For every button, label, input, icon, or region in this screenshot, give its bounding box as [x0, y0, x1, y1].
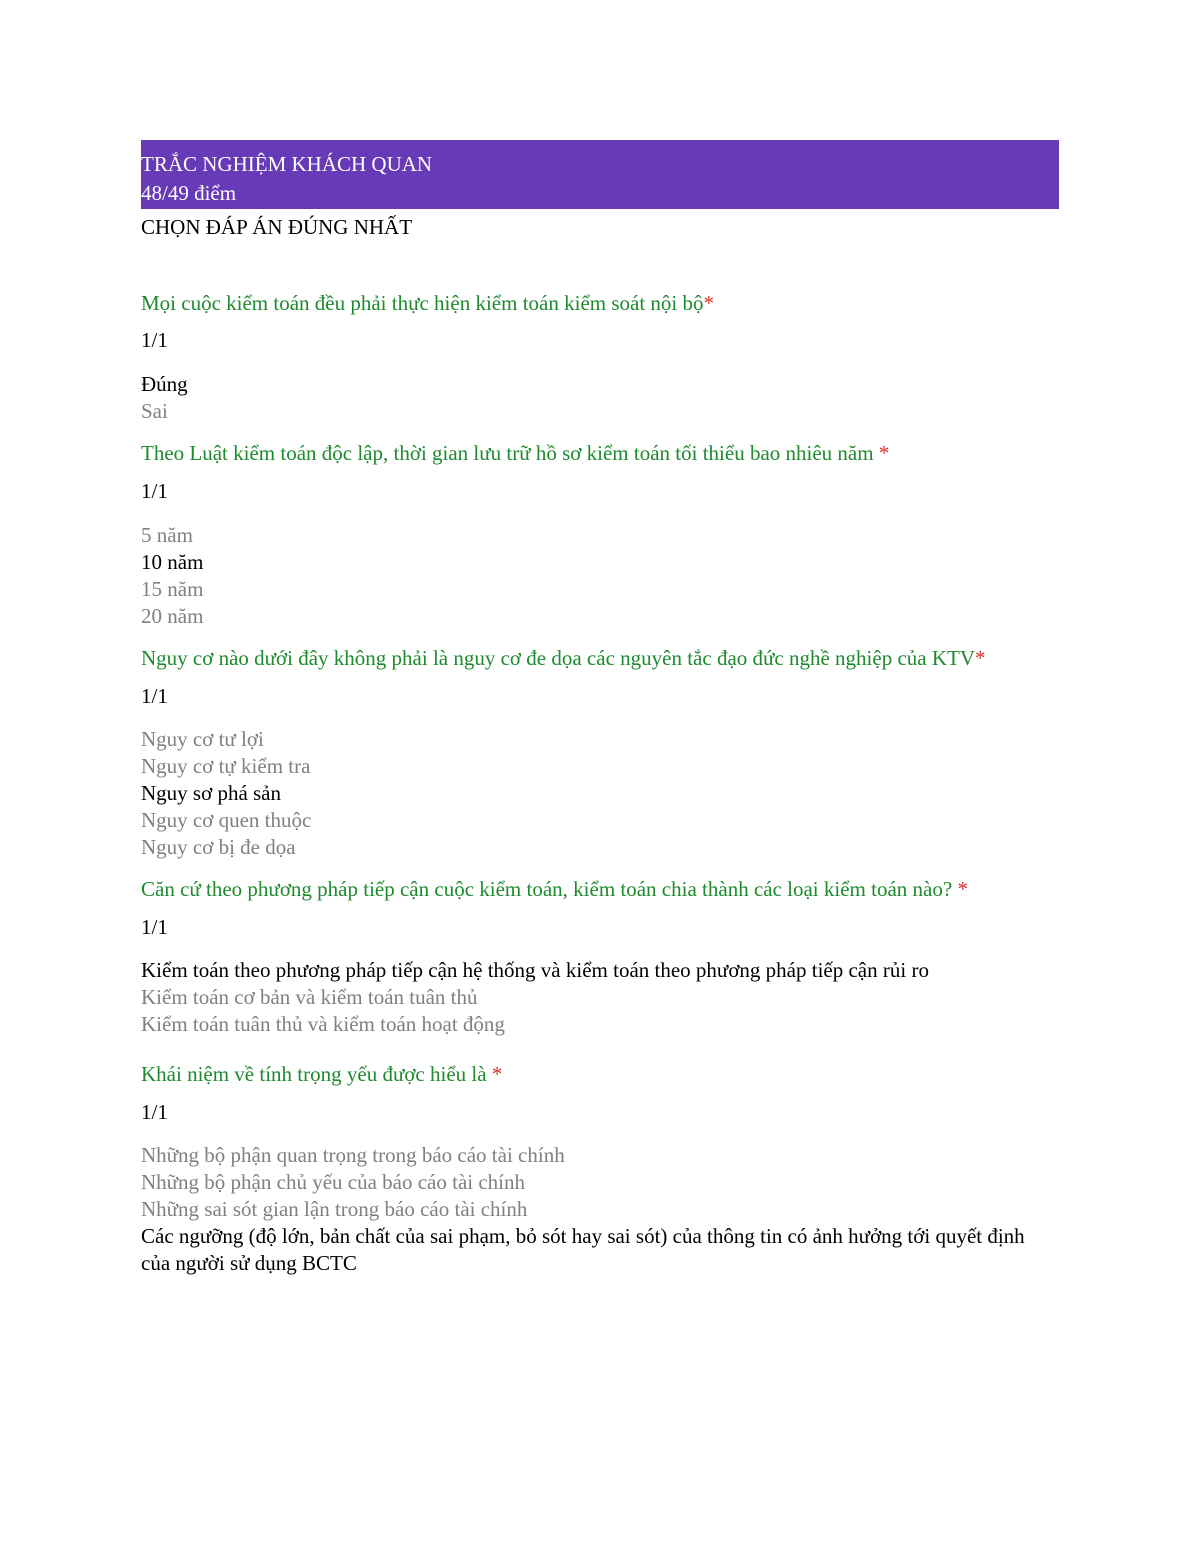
answer-options — [141, 1142, 1059, 1277]
answer-option[interactable]: Những sai sót gian lận trong báo cáo tài chính — [141, 1197, 528, 1221]
answer-option[interactable]: Sai — [141, 399, 168, 423]
answer-option[interactable]: Những bộ phận quan trọng trong báo cáo tài chính — [141, 1143, 565, 1167]
question-text: Mọi cuộc kiểm toán đều phải thực hiện kiểm toán kiểm soát nội bộ* — [141, 291, 715, 315]
answer-option-selected[interactable]: 10 năm — [141, 550, 204, 574]
answer-option[interactable]: 15 năm — [141, 577, 204, 601]
answer-option-selected[interactable]: Đúng — [141, 372, 188, 396]
question-score: 1/1 — [141, 328, 168, 352]
question-block — [141, 290, 1059, 425]
section-header — [141, 140, 1059, 209]
required-asterisk: * — [878, 441, 890, 465]
answer-option[interactable]: Nguy cơ quen thuộc — [141, 808, 312, 832]
answer-option-selected[interactable]: Kiểm toán theo phương pháp tiếp cận hệ thống và kiểm toán theo phương pháp tiếp cận rủi ro — [141, 958, 929, 982]
question-score: 1/1 — [141, 479, 168, 503]
quiz-result-document — [141, 140, 1059, 1277]
instruction-text: CHỌN ĐÁP ÁN ĐÚNG NHẤT — [141, 215, 413, 239]
answer-option[interactable]: 20 năm — [141, 604, 204, 628]
answer-option[interactable]: Kiểm toán tuân thủ và kiểm toán hoạt động — [141, 1012, 505, 1036]
answer-option[interactable]: Những bộ phận chủ yếu của báo cáo tài chính — [141, 1170, 526, 1194]
question-block — [141, 440, 1059, 630]
required-asterisk: * — [491, 1062, 503, 1086]
answer-option[interactable]: Nguy cơ tư lợi — [141, 727, 264, 751]
required-asterisk: * — [703, 291, 715, 315]
required-asterisk: * — [957, 877, 968, 901]
answer-options — [141, 957, 1059, 1038]
section-title: TRẮC NGHIỆM KHÁCH QUAN — [141, 152, 433, 176]
question-score: 1/1 — [141, 915, 168, 939]
question-block — [141, 876, 1059, 1038]
answer-options — [141, 726, 1059, 861]
answer-option-selected[interactable]: Nguy sơ phá sản — [141, 781, 282, 805]
question-text: Khái niệm về tính trọng yếu được hiểu là * — [141, 1062, 503, 1086]
question-block — [141, 645, 1059, 861]
question-block — [141, 1061, 1059, 1277]
answer-options — [141, 522, 1059, 630]
answer-option-selected[interactable]: Các ngưỡng (độ lớn, bản chất của sai phạm, bỏ sót hay sai sót) của thông tin có ảnh hưởng tới quyết định của người sử dụng BCTC — [141, 1224, 1025, 1275]
question-score: 1/1 — [141, 1100, 168, 1124]
total-score: 48/49 điểm — [141, 181, 237, 205]
question-text: Căn cứ theo phương pháp tiếp cận cuộc kiểm toán, kiểm toán chia thành các loại kiểm toán nào? * — [141, 877, 968, 901]
answer-option[interactable]: Nguy cơ bị đe dọa — [141, 835, 296, 859]
answer-option[interactable]: Kiểm toán cơ bản và kiểm toán tuân thủ — [141, 985, 478, 1009]
required-asterisk: * — [975, 646, 986, 670]
question-score: 1/1 — [141, 684, 168, 708]
question-text: Theo Luật kiểm toán độc lập, thời gian lưu trữ hồ sơ kiểm toán tối thiểu bao nhiêu năm * — [141, 441, 890, 465]
answer-option[interactable]: Nguy cơ tự kiểm tra — [141, 754, 311, 778]
answer-options — [141, 371, 1059, 425]
answer-option[interactable]: 5 năm — [141, 523, 193, 547]
question-text: Nguy cơ nào dưới đây không phải là nguy cơ đe dọa các nguyên tắc đạo đức nghề nghiệp của KTV* — [141, 646, 986, 670]
